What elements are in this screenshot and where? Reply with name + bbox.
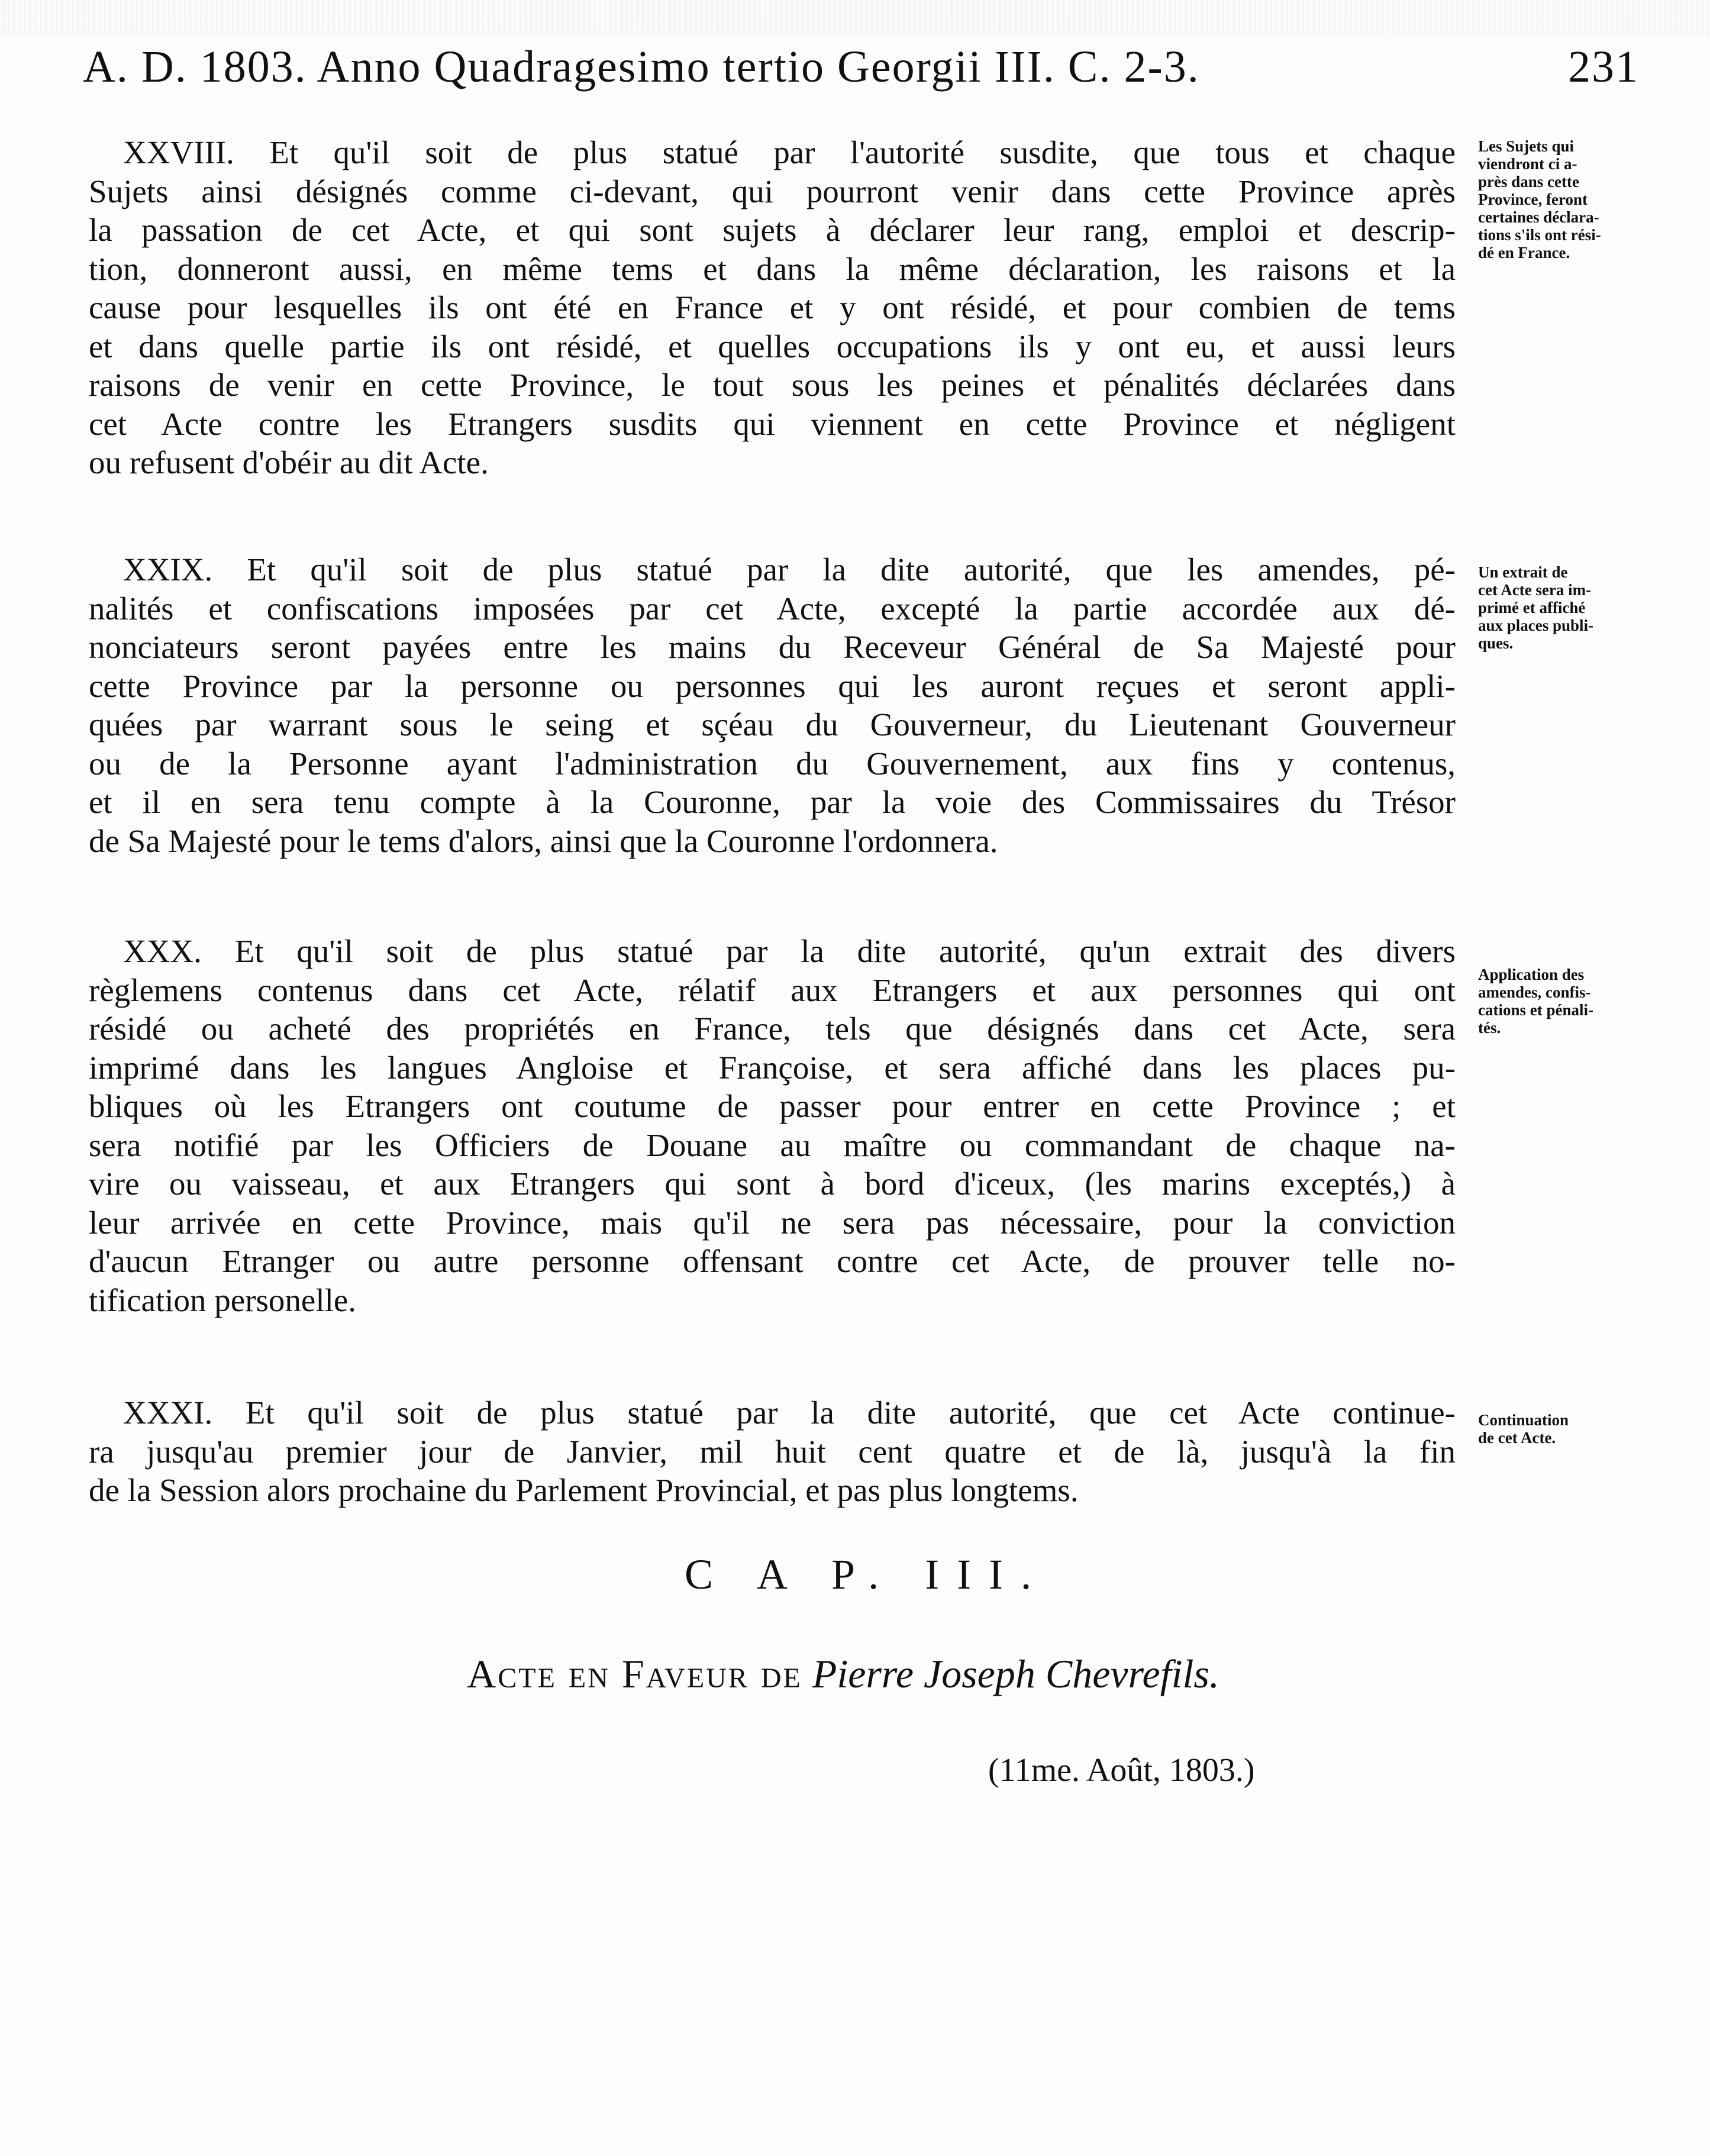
text-line: la passation de cet Acte, et qui sont sujets à déclarer leur rang, emploi et descrip- (89, 212, 1456, 248)
text-line: ou de la Personne ayant l'administration du Gouvernement, aux fins y contenus, (89, 745, 1456, 782)
text-line: tification personelle. (89, 1282, 357, 1318)
act-title (0, 1651, 1710, 1697)
act-date: (11me. Août, 1803.) (988, 1752, 1255, 1789)
margin-note-line: Continuation (1478, 1411, 1569, 1429)
section-xxix (89, 550, 1456, 860)
act-title-prefix: Acte en Faveur de (467, 1651, 802, 1696)
scan-edge (0, 0, 1710, 35)
margin-note-line: cations et pénali- (1478, 1001, 1593, 1019)
text-line: résidé ou acheté des propriétés en France, tels que désignés dans cet Acte, sera (89, 1011, 1456, 1047)
running-head-title: A. D. 1803. Anno Quadragesimo tertio Georgii III. C. 2-3. (83, 42, 1200, 92)
margin-note-xxix (1478, 563, 1650, 652)
margin-note-line: de cet Acte. (1478, 1429, 1556, 1447)
text-line: Sujets ainsi désignés comme ci-devant, qui pourront venir dans cette Province après (89, 173, 1456, 209)
text-line: XXXI. Et qu'il soit de plus statué par la dite autorité, que cet Acte continue- (123, 1395, 1456, 1431)
text-line: règlemens contenus dans cet Acte, rélatif aux Etrangers et aux personnes qui ont (89, 972, 1456, 1008)
margin-note-line: Application des (1478, 966, 1585, 983)
text-line: cette Province par la personne ou personnes qui les auront reçues et seront appli- (89, 667, 1456, 704)
text-line: nonciateurs seront payées entre les mains du Receveur Général de Sa Majesté pour (89, 629, 1456, 665)
text-line: cause pour lesquelles ils ont été en France et y ont résidé, et pour combien de tems (89, 289, 1456, 325)
act-title-name: Pierre Joseph Chevrefils. (812, 1651, 1219, 1696)
section-xxx (89, 932, 1456, 1319)
page-number: 231 (1568, 42, 1639, 92)
text-line: d'aucun Etranger ou autre personne offensant contre cet Acte, de prouver telle no- (89, 1243, 1456, 1279)
text-line: quées par warrant sous le seing et sçéau du Gouverneur, du Lieutenant Gouverneur (89, 706, 1456, 743)
text-line: XXVIII. Et qu'il soit de plus statué par l'autorité susdite, que tous et chaque (123, 134, 1456, 170)
margin-note-line: certaines déclara- (1478, 208, 1599, 226)
text-line: leur arrivée en cette Province, mais qu'il ne sera pas nécessaire, pour la conviction (89, 1204, 1456, 1241)
text-line: XXIX. Et qu'il soit de plus statué par la dite autorité, que les amendes, pé- (123, 551, 1456, 588)
margin-note-line: viendront ci a- (1478, 155, 1577, 173)
margin-note-line: Les Sujets qui (1478, 137, 1575, 155)
text-line: raisons de venir en cette Province, le tout sous les peines et pénalités déclarées dans (89, 367, 1456, 403)
text-line: tion, donneront aussi, en même tems et dans la même déclaration, les raisons et la (89, 250, 1456, 287)
running-head (83, 41, 1639, 101)
margin-note-line: tions s'ils ont rési- (1478, 226, 1601, 244)
margin-note-line: Province, feront (1478, 191, 1588, 208)
margin-note-line: Un extrait de (1478, 563, 1568, 581)
text-line: imprimé dans les langues Angloise et Françoise, et sera affiché dans les places pu- (89, 1049, 1456, 1086)
margin-note-line: amendes, confis- (1478, 983, 1591, 1001)
text-line: nalités et confiscations imposées par cet Acte, excepté la partie accordée aux dé- (89, 590, 1456, 627)
margin-note-xxviii (1478, 137, 1650, 262)
text-line: sera notifié par les Officiers de Douane au maître ou commandant de chaque na- (89, 1127, 1456, 1163)
text-line: XXX. Et qu'il soit de plus statué par la dite autorité, qu'un extrait des divers (123, 933, 1456, 969)
margin-note-xxx (1478, 966, 1650, 1037)
text-line: de la Session alors prochaine du Parlement Provincial, et pas plus longtems. (89, 1472, 1079, 1508)
margin-note-line: cet Acte sera im- (1478, 581, 1592, 599)
section-xxxi (89, 1393, 1456, 1510)
text-line: ou refusent d'obéir au dit Acte. (89, 444, 489, 480)
margin-note-line: aux places publi- (1478, 617, 1594, 634)
section-xxviii (89, 133, 1456, 482)
text-line: cet Acte contre les Etrangers susdits qui viennent en cette Province et négligent (89, 405, 1456, 442)
margin-note-line: près dans cette (1478, 173, 1579, 191)
margin-note-xxxi (1478, 1411, 1650, 1447)
chapter-heading: C A P. III. (684, 1551, 1050, 1598)
margin-note-line: primé et affiché (1478, 599, 1586, 617)
margin-note-line: dé en France. (1478, 244, 1570, 262)
text-line: de Sa Majesté pour le tems d'alors, ainsi que la Couronne l'ordonnera. (89, 822, 998, 859)
text-line: bliques où les Etrangers ont coutume de passer pour entrer en cette Province ; et (89, 1088, 1456, 1124)
text-line: vire ou vaisseau, et aux Etrangers qui sont à bord d'iceux, (les marins exceptés,) à (89, 1166, 1456, 1202)
text-line: et dans quelle partie ils ont résidé, et quelles occupations ils y ont eu, et aussi leurs (89, 328, 1456, 364)
margin-note-line: ques. (1478, 634, 1514, 652)
margin-note-line: tés. (1478, 1019, 1501, 1037)
text-line: ra jusqu'au premier jour de Janvier, mil huit cent quatre et de là, jusqu'à la fin (89, 1433, 1456, 1470)
text-line: et il en sera tenu compte à la Couronne, par la voie des Commissaires du Trésor (89, 784, 1456, 820)
